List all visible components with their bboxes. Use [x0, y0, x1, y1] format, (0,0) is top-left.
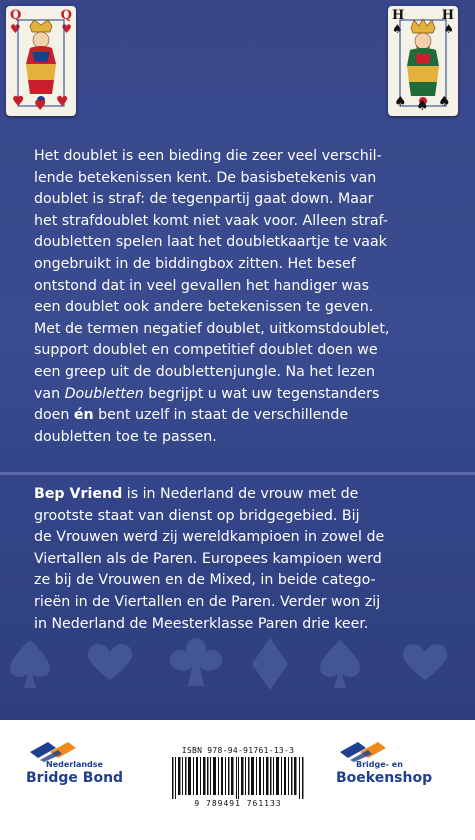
suit-pattern-decoration [0, 610, 475, 720]
book-description [34, 146, 444, 448]
description-line: doubletten toe te passen. [34, 428, 217, 445]
description-line: doubletten spelen laat het doubletkaartje te vaak [34, 234, 387, 251]
club-icon [170, 638, 222, 686]
description-line [34, 384, 444, 406]
heart-icon: ♥ [34, 98, 47, 114]
boekenshop-logo-icon [336, 738, 392, 762]
logo-big-text: Bridge Bond [26, 770, 124, 786]
description-line [34, 405, 444, 427]
barcode [168, 746, 308, 808]
queen-of-hearts-card [6, 6, 76, 116]
spade-icon [10, 640, 50, 688]
card-rank: Q [10, 8, 22, 23]
bio-line: de Vrouwen werd zij wereldkampioen in zowel de [34, 529, 385, 546]
barcode-bars-icon [168, 757, 308, 799]
section-divider [0, 472, 475, 475]
bio-line: Viertallen als de Paren. Europees kampioen werd [34, 550, 382, 567]
logo-small-text: Nederlandse [46, 760, 103, 769]
heart-icon [88, 644, 132, 680]
bio-line: grootste staat van dienst op bridgegebied. Bij [34, 507, 360, 524]
text-fragment: is in Nederland de vrouw met de [122, 486, 359, 502]
diamond-icon [252, 638, 288, 690]
description-line: Het doublet is een bieding die zeer veel verschil- [34, 148, 382, 164]
heart-icon: ♥ [61, 22, 72, 36]
author-name: Bep Vriend [34, 486, 123, 502]
text-fragment: bent uzelf in staat de verschillende [93, 407, 349, 424]
bio-line: ze bij de Vrouwen en de Mixed, in beide catego- [34, 572, 376, 589]
footer-strip [0, 720, 475, 840]
description-line: doublet is straf: de tegenpartij gaat down. Maar [34, 191, 374, 208]
description-line: lende betekenissen kent. De basisbetekenis van [34, 169, 377, 186]
bio-line: in Nederland de Meesterklasse Paren drie keer. [34, 615, 369, 632]
heart-icon: ♥ [10, 22, 21, 36]
description-line: het strafdoublet komt niet vaak voor. Alleen straf- [34, 212, 388, 229]
text-fragment: van [34, 385, 65, 402]
nederlandse-bridge-bond-logo [26, 760, 123, 786]
description-line: support doublet en competitief doublet doen we [34, 342, 378, 359]
card-rank: Q [60, 8, 72, 23]
spade-icon: ♠ [392, 22, 403, 36]
spade-icon: ♠ [443, 22, 454, 36]
barcode-number: 9 789491 761133 [194, 799, 282, 808]
spade-icon: ♠ [438, 94, 451, 110]
spade-icon: ♠ [416, 98, 429, 114]
spade-icon [320, 640, 360, 688]
heart-icon: ♥ [56, 94, 69, 110]
description-line: ongebruikt in de biddingbox zitten. Het besef [34, 255, 356, 272]
isbn-label: ISBN 978-94-91761-13-3 [181, 746, 295, 755]
heart-icon: ♥ [12, 94, 25, 110]
king-of-spades-card [388, 6, 458, 116]
text-fragment: begrijpt u wat uw tegenstanders [143, 385, 380, 402]
description-line: Met de termen negatief doublet, uitkomstdoublet, [34, 320, 390, 337]
bio-line [34, 484, 444, 506]
description-line: een doublet ook andere betekenissen te geven. [34, 299, 374, 316]
text-fragment: doen [34, 407, 74, 424]
bridge-en-boekenshop-logo [336, 760, 432, 786]
heart-icon [403, 644, 447, 680]
description-line: ontstond dat in veel gevallen het handiger was [34, 277, 370, 294]
book-title: Doubletten [64, 385, 144, 402]
logo-small-text: Bridge- en [356, 760, 403, 769]
card-rank: H [392, 8, 405, 23]
logo-big-text: Boekenshop [336, 770, 433, 786]
bio-line: rieën in de Viertallen en de Paren. Verder won zij [34, 593, 381, 610]
spade-icon: ♠ [394, 94, 407, 110]
card-rank: H [441, 8, 454, 23]
description-line: een greep uit de doublettenjungle. Na het lezen [34, 363, 375, 380]
bridge-bond-logo-icon [26, 738, 82, 762]
emphasis-word: én [73, 407, 94, 424]
